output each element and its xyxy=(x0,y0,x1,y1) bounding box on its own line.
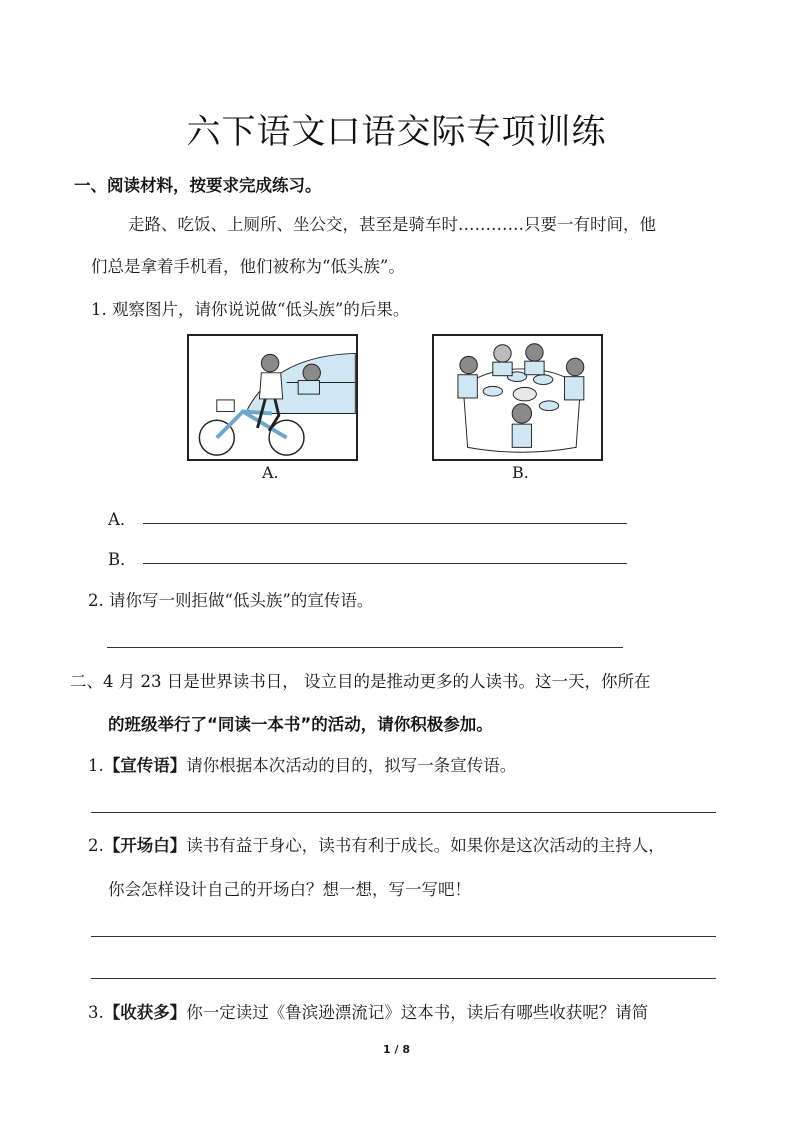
question-1-2-label: 2. 请你写一则拒做“低头族”的宣传语。 xyxy=(88,591,374,610)
page-title: 六下语文口语交际专项训练 xyxy=(186,112,607,152)
question-1-1-label: 1. 观察图片，请你说说做“低头族”的后果。 xyxy=(91,300,410,319)
answer-b-label: B． xyxy=(108,550,137,569)
illustration-b-caption: B. xyxy=(512,463,529,482)
answer-2-2-line-2[interactable] xyxy=(91,978,716,979)
question-2-3 xyxy=(88,999,648,1023)
answer-1-2-line[interactable] xyxy=(107,647,623,648)
answer-a-label: A． xyxy=(108,510,137,529)
answer-2-1-line[interactable] xyxy=(91,812,716,813)
illustration-a-caption: A. xyxy=(262,463,279,482)
section-2-heading-text: 二、4 月 23 日是世界读书日， 设立目的是推动更多的人读书。这一天，你所在 xyxy=(70,672,651,691)
question-2-2-line-1 xyxy=(88,832,665,856)
illustration-b-family-dinner xyxy=(432,334,603,461)
dinner-phone-illustration xyxy=(434,336,601,459)
question-2-2-tag: 【开场白】 xyxy=(103,836,187,855)
question-2-1-text: 请你根据本次活动的目的，拟写一条宣传语。 xyxy=(186,756,517,775)
answer-a-line[interactable] xyxy=(143,523,627,524)
question-2-1 xyxy=(88,752,516,776)
passage-line-1: 走路、吃饭、上厕所、坐公交，甚至是骑车时…………只要一有时间，他 xyxy=(128,215,656,234)
illustration-a-bicycle xyxy=(187,334,358,461)
question-2-2-number: 2. xyxy=(88,836,104,855)
section-1-heading: 一、阅读材料，按要求完成练习。 xyxy=(74,176,322,195)
answer-2-2-line-1[interactable] xyxy=(91,936,716,937)
passage-line-2: 们总是拿着手机看，他们被称为“低头族”。 xyxy=(91,257,405,276)
question-2-3-tag: 【收获多】 xyxy=(103,1003,187,1022)
question-2-2-line-2: 你会怎样设计自己的开场白？想一想，写一写吧！ xyxy=(108,880,471,899)
question-2-3-text: 你一定读过《鲁滨逊漂流记》这本书，读后有哪些收获呢？请简 xyxy=(186,1003,649,1022)
question-2-3-number: 3. xyxy=(88,1003,104,1022)
question-2-2-text-1: 读书有益于身心，读书有利于成长。如果你是这次活动的主持人， xyxy=(186,836,665,855)
question-2-1-tag: 【宣传语】 xyxy=(103,756,187,775)
answer-b-line[interactable] xyxy=(143,563,627,564)
question-2-1-number: 1. xyxy=(88,756,104,775)
section-2-heading-line-2: 的班级举行了“同读一本书”的活动，请你积极参加。 xyxy=(108,715,493,734)
page-number: 1 / 8 xyxy=(383,1043,410,1056)
bicycle-phone-illustration xyxy=(189,336,356,459)
section-2-heading-line-1 xyxy=(70,668,650,692)
